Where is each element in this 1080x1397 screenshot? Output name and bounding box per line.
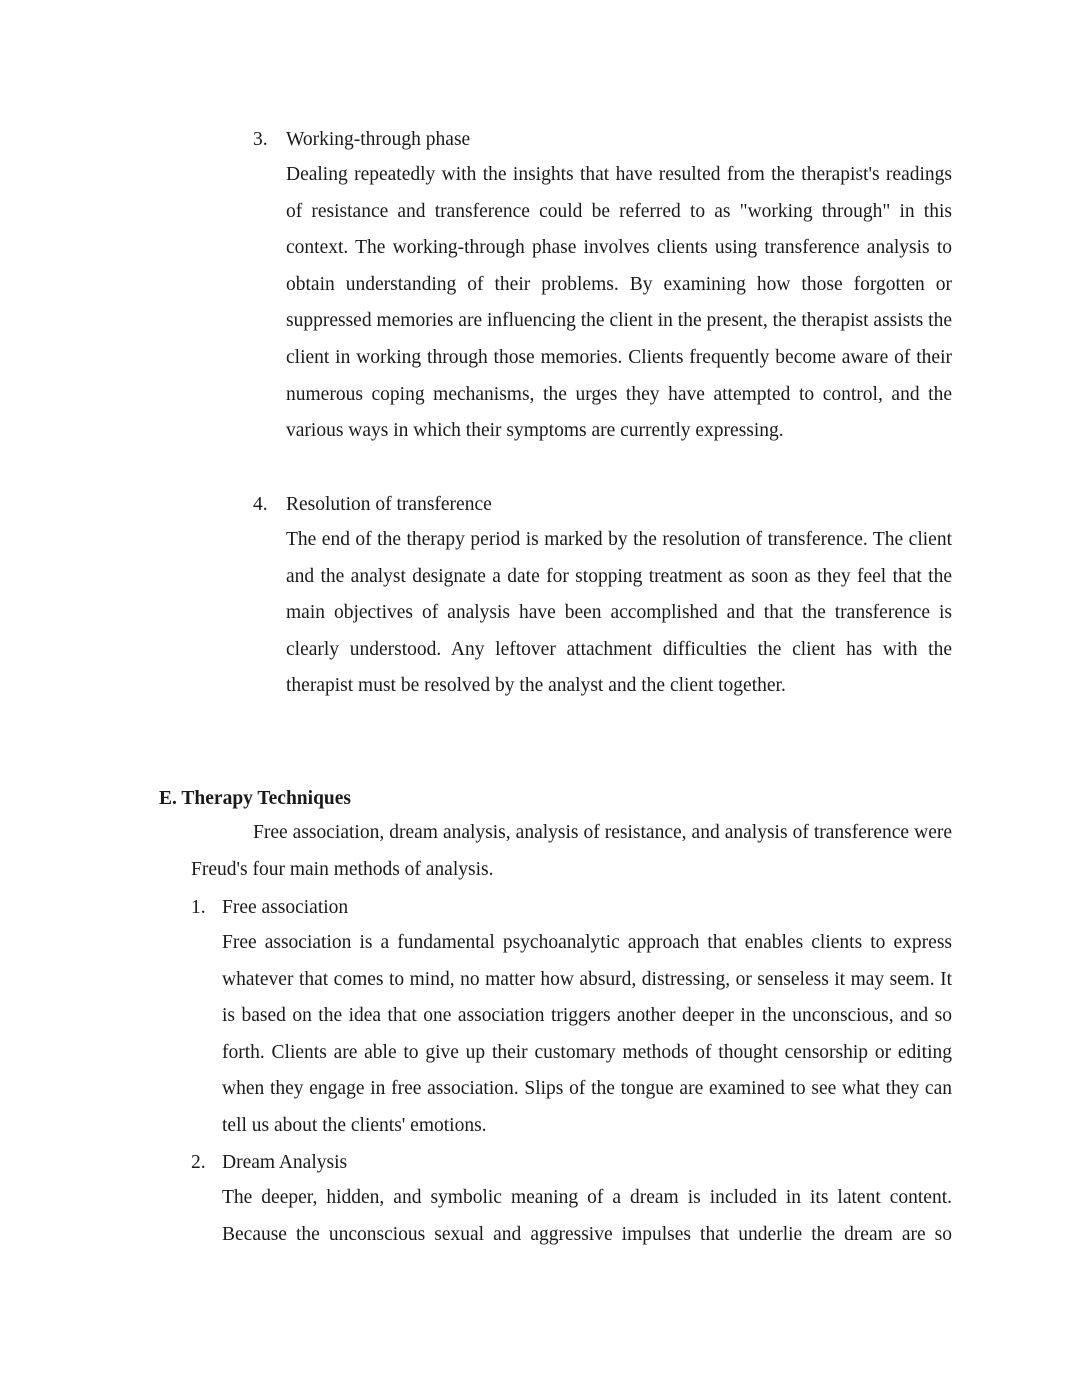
list-item-title: Resolution of transference [286,494,492,515]
list-number: 4. [253,494,268,515]
list-item-body: Dealing repeatedly with the insights that have resulted from the therapist's readings of resistance and transference could be referred to as "working through" in this context. The working-through phase involves clients using transference analysis to obtain understanding of their problems. By examining how those forgotten or suppressed memories are influencing the client in the present, the therapist assists the client in working through those memories. Clients frequently become aware of their numerous coping mechanisms, the urges they have attempted to control, and the various ways in which their symptoms are currently expressing. [286,164,952,442]
list-item-title: Working-through phase [286,129,471,150]
list-item-body: The deeper, hidden, and symbolic meaning of a dream is included in its latent content. Because the unconscious sexual and aggressive impulses that underlie the dream are so [222,1187,952,1245]
list-item-title: Dream Analysis [222,1152,348,1173]
list-item-body: Free association is a fundamental psychoanalytic approach that enables clients to express whatever that comes to mind, no matter how absurd, distressing, or senseless it may seem. It is based on the idea that one association triggers another deeper in the unconscious, and so forth. Clients are able to give up their customary methods of thought censorship or editing when they engage in free association. Slips of the tongue are examined to see what they can tell us about the clients' emotions. [222,932,952,1136]
list-item-title: Free association [222,897,349,918]
section-heading: E. Therapy Techniques [159,788,352,809]
list-number: 1. [191,897,206,918]
list-number: 3. [253,129,268,150]
list-number: 2. [191,1152,206,1173]
list-item-body: The end of the therapy period is marked by the resolution of transference. The client and the analyst designate a date for stopping treatment as soon as they feel that the main objectives of analysis have been accomplished and that the transference is clearly understood. Any leftover attachment difficulties the client has with the therapist must be resolved by the analyst and the client together. [286,529,952,697]
section-intro: Free association, dream analysis, analysis of resistance, and analysis of transference were Freud's four main methods of analysis. [191,822,952,880]
